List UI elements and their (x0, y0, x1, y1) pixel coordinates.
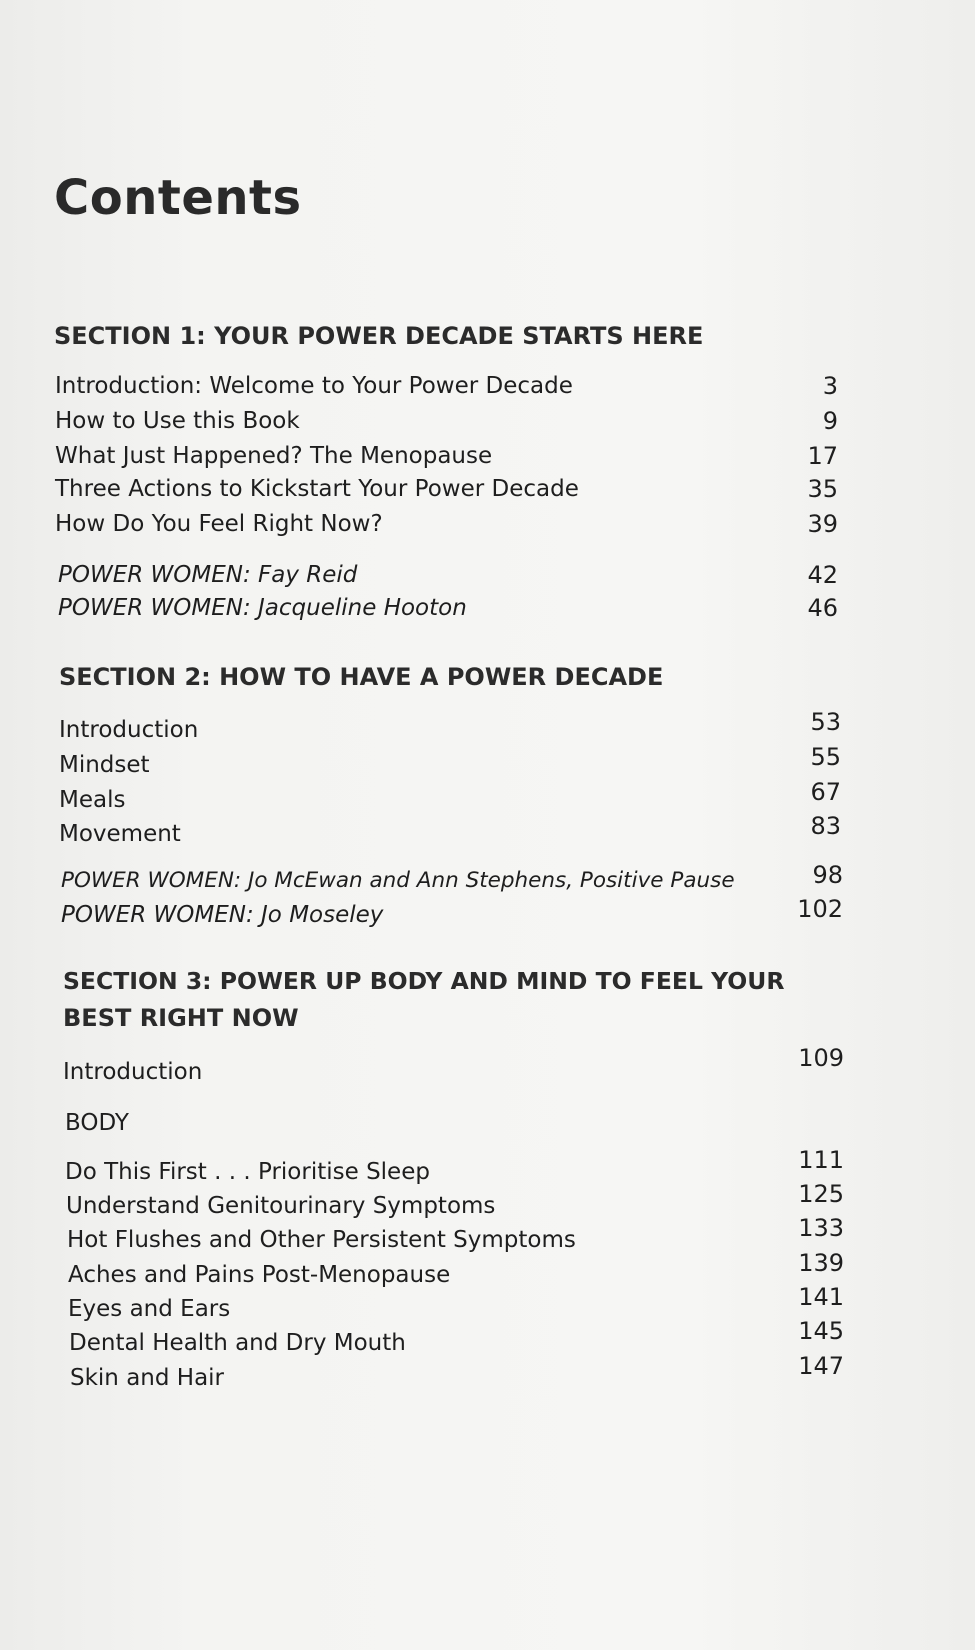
toc-entry-page: 145 (798, 1317, 844, 1345)
section-1-heading: SECTION 1: YOUR POWER DECADE STARTS HERE (54, 322, 704, 350)
section-3-heading-line-2: BEST RIGHT NOW (63, 1004, 299, 1032)
toc-entry-label: Eyes and Ears (68, 1296, 231, 1322)
toc-entry-page: 39 (807, 510, 838, 538)
toc-entry-page: 35 (807, 475, 838, 503)
toc-entry[interactable] (67, 1214, 844, 1258)
toc-entry-label: Understand Genitourinary Symptoms (66, 1193, 496, 1219)
toc-feature-entry[interactable] (58, 590, 838, 626)
toc-entry-label: POWER WOMEN: Fay Reid (58, 562, 358, 588)
toc-entry-page: 139 (798, 1249, 844, 1277)
toc-entry-page: 109 (798, 1044, 844, 1072)
toc-entry-page: 83 (810, 812, 841, 840)
toc-entry-page: 147 (798, 1352, 844, 1380)
toc-entry-label: Introduction: Welcome to Your Power Decade (55, 373, 573, 399)
body-subheading: BODY (65, 1110, 129, 1136)
toc-entry-page: 55 (810, 743, 841, 771)
toc-entry-page: 3 (822, 372, 838, 400)
toc-entry-page: 67 (810, 778, 841, 806)
toc-entry-label: Skin and Hair (70, 1365, 225, 1391)
toc-entry-page: 133 (798, 1214, 844, 1242)
toc-entry[interactable] (55, 403, 838, 439)
toc-entry-label: Dental Health and Dry Mouth (69, 1330, 406, 1356)
toc-entry[interactable] (70, 1352, 844, 1396)
toc-entry[interactable] (59, 812, 841, 852)
toc-entry[interactable] (66, 1180, 844, 1224)
toc-entry-page: 125 (798, 1180, 844, 1208)
toc-entry-page: 42 (807, 561, 838, 589)
toc-entry-label: Three Actions to Kickstart Your Power Decade (55, 476, 579, 502)
page-title: Contents (54, 170, 302, 226)
toc-entry-label: Aches and Pains Post-Menopause (68, 1262, 451, 1288)
toc-entry-label: Introduction (63, 1059, 203, 1085)
toc-entry-label: Meals (59, 787, 126, 813)
toc-entry-label: POWER WOMEN: Jo McEwan and Ann Stephens, Positive Pause (61, 868, 735, 893)
toc-entry-label: How to Use this Book (55, 408, 300, 434)
toc-entry-page: 111 (798, 1146, 844, 1174)
toc-entry[interactable] (59, 743, 841, 783)
section-2-heading: SECTION 2: HOW TO HAVE A POWER DECADE (59, 663, 664, 691)
toc-entry-label: Do This First . . . Prioritise Sleep (65, 1159, 430, 1185)
toc-entry[interactable] (65, 1146, 844, 1190)
toc-entry-label: Mindset (59, 752, 150, 778)
toc-entry[interactable] (55, 438, 838, 474)
toc-entry-label: Hot Flushes and Other Persistent Symptoms (67, 1227, 576, 1253)
toc-entry-page: 46 (807, 594, 838, 622)
toc-entry[interactable] (68, 1249, 844, 1293)
toc-entry[interactable] (59, 778, 841, 818)
toc-entry-page: 53 (810, 708, 841, 736)
toc-entry-label: What Just Happened? The Menopause (55, 443, 493, 469)
toc-entry-label: POWER WOMEN: Jo Moseley (61, 902, 384, 928)
toc-entry-label: How Do You Feel Right Now? (55, 511, 383, 537)
toc-entry-page: 9 (822, 407, 838, 435)
toc-entry[interactable] (55, 506, 838, 542)
section-3-heading-line-1: SECTION 3: POWER UP BODY AND MIND TO FEEL YOUR (63, 967, 785, 995)
toc-entry[interactable] (55, 368, 838, 404)
toc-entry-page: 98 (812, 861, 843, 889)
toc-entry-label: Introduction (59, 717, 199, 743)
toc-entry-label: POWER WOMEN: Jacqueline Hooton (58, 595, 467, 621)
toc-entry[interactable] (59, 708, 841, 748)
toc-entry[interactable] (55, 471, 838, 507)
toc-entry[interactable] (69, 1317, 844, 1361)
toc-entry[interactable] (68, 1283, 844, 1327)
toc-feature-entry[interactable] (61, 897, 843, 933)
toc-entry-page: 102 (797, 895, 843, 923)
toc-feature-entry[interactable] (61, 863, 843, 899)
toc-entry-page: 17 (807, 442, 838, 470)
toc-entry[interactable] (63, 1044, 844, 1090)
toc-entry-page: 141 (798, 1283, 844, 1311)
toc-entry-label: Movement (59, 821, 181, 847)
toc-feature-entry[interactable] (58, 557, 838, 593)
